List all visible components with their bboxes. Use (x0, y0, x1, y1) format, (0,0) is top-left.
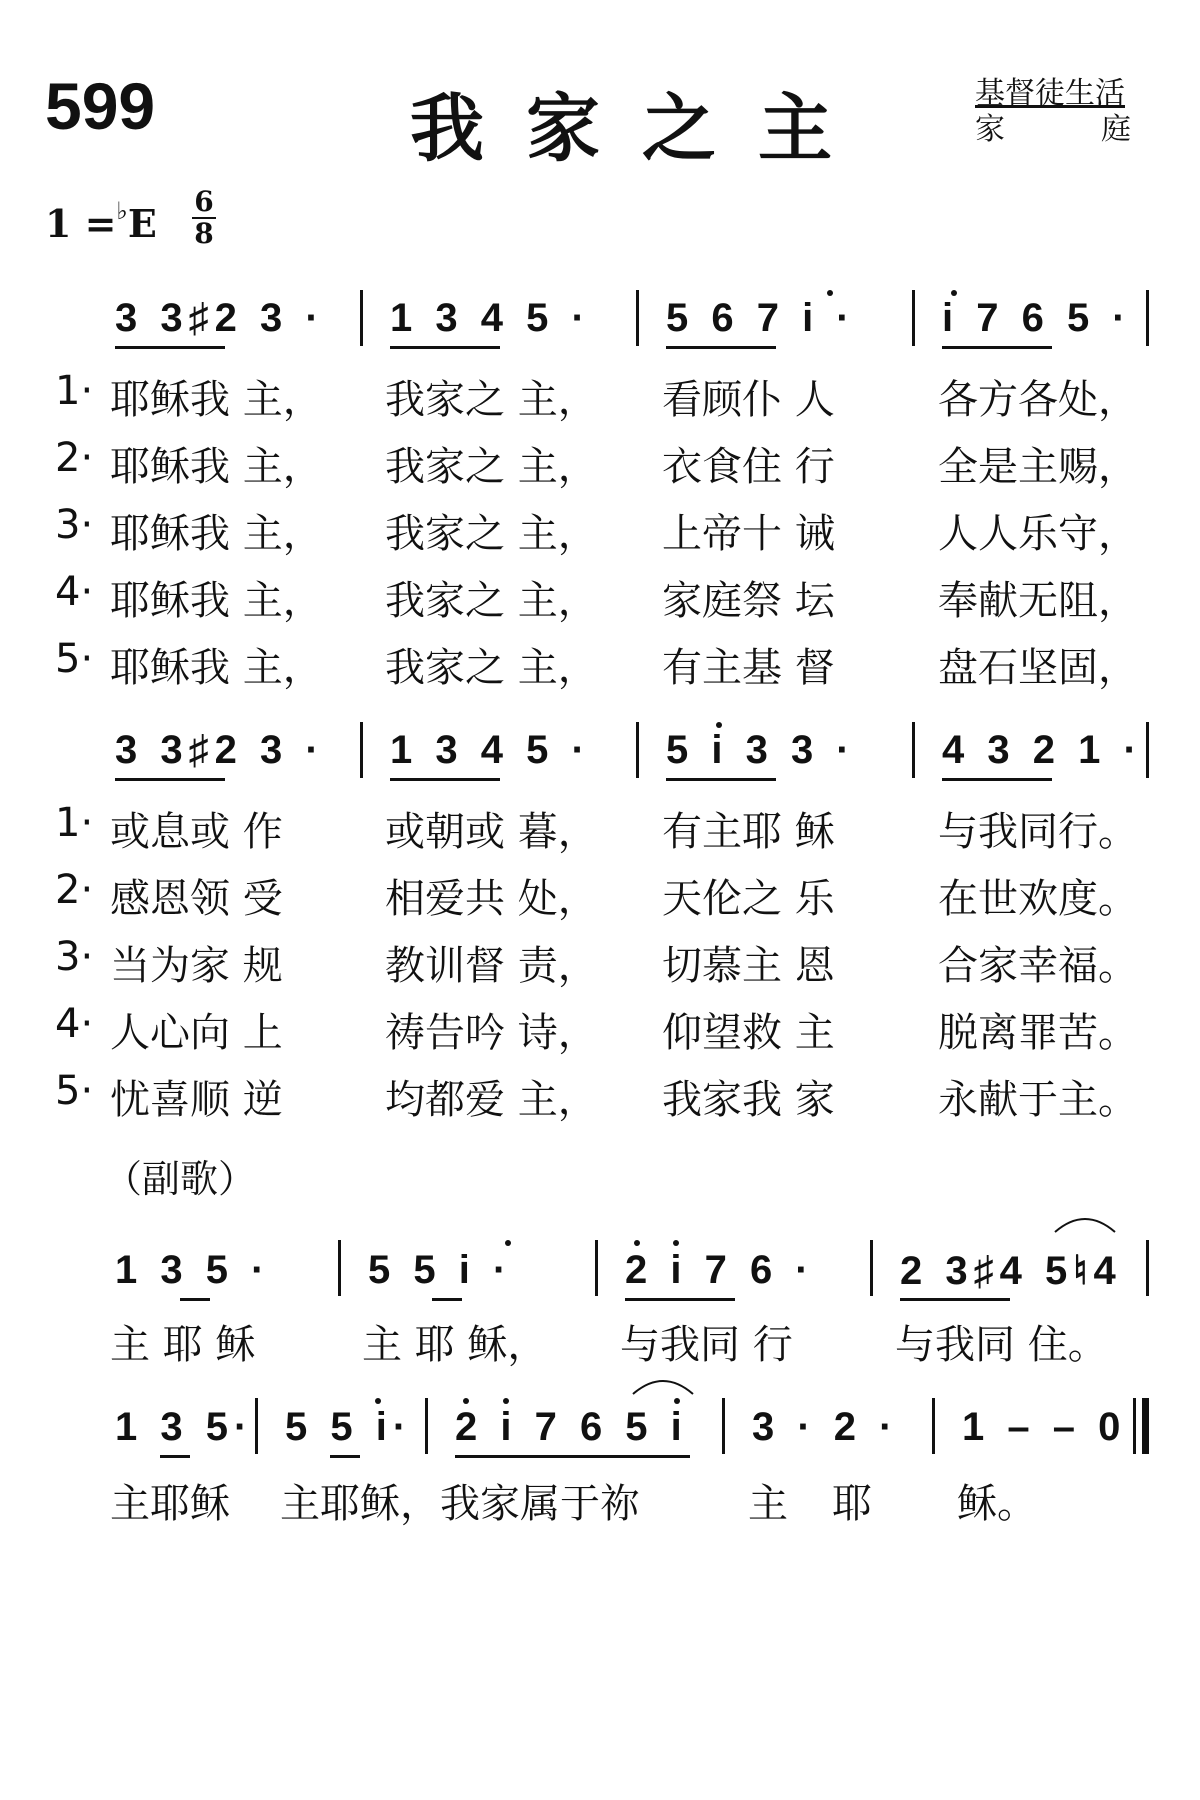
high-dot (463, 1398, 469, 1404)
barline (1146, 290, 1149, 346)
lyric: 我家之 主， (385, 645, 598, 691)
measure: 3 3♯2 3 · (115, 296, 325, 340)
lyric: 或朝或 暮， (385, 809, 598, 855)
beam (160, 1455, 190, 1458)
subcategory-left: 家 (975, 112, 1005, 147)
lyric: 在世欢度。 (938, 876, 1138, 922)
key-prefix: 1 = (45, 201, 117, 246)
lyric: 人人乐守， (938, 511, 1138, 557)
category-label: 基督徒生活 (975, 76, 1125, 111)
lyric: 人心向 上 (110, 1010, 283, 1056)
lyric: 看顾仆 人 (662, 377, 835, 423)
lyric: 各方各处， (938, 377, 1138, 423)
barline (360, 722, 363, 778)
beam (330, 1455, 360, 1458)
final-barline-thin (1133, 1398, 1136, 1454)
measure: 5 5 i· (285, 1405, 413, 1449)
lyric: 耶稣我 主， (110, 645, 323, 691)
beam (115, 778, 225, 781)
verse-number: 2· (55, 867, 94, 913)
barline (1146, 1240, 1149, 1296)
lyric: 主耶稣 (110, 1481, 230, 1527)
barline (870, 1240, 873, 1296)
high-dot (503, 1398, 509, 1404)
measure: 2 3♯4 5♮4 (900, 1249, 1122, 1293)
lyric: 主耶稣，我家属于祢 (280, 1481, 640, 1527)
barline (636, 722, 639, 778)
beam (625, 1298, 735, 1301)
measure: 4 3 2 1 · (942, 728, 1143, 772)
high-dot (505, 1240, 511, 1246)
barline (360, 290, 363, 346)
verse-number: 5· (55, 636, 94, 682)
key-note: E (127, 201, 157, 246)
high-dot (827, 290, 833, 296)
high-dot (674, 1398, 680, 1404)
lyric: 主 耶 稣 (110, 1322, 256, 1368)
measure: 1 3 4 5 · (390, 296, 591, 340)
lyric: 耶稣我 主， (110, 377, 323, 423)
chorus-label: （副歌） (104, 1157, 257, 1201)
final-barline-thick (1142, 1398, 1149, 1454)
measure: 5 i 3 3 · (666, 728, 856, 772)
lyric: 忧喜顺 逆 (110, 1077, 283, 1123)
lyric: 耶稣我 主， (110, 578, 323, 624)
lyric: 上帝十 诫 (662, 511, 835, 557)
beam (942, 346, 1052, 349)
barline (1146, 722, 1149, 778)
lyric: 我家之 主， (385, 578, 598, 624)
lyric: 与我同 住。 (895, 1322, 1108, 1368)
barline (912, 290, 915, 346)
verse-number: 4· (55, 569, 94, 615)
time-bottom: 8 (194, 217, 214, 250)
lyric: 脱离罪苦。 (938, 1010, 1138, 1056)
verse-number: 1· (55, 368, 94, 414)
barline (595, 1240, 598, 1296)
time-top: 6 (194, 185, 214, 218)
lyric: 耶 (832, 1481, 872, 1527)
lyric: 仰望救 主 (662, 1010, 835, 1056)
barline (255, 1398, 258, 1454)
measure: 1 3 5 · (115, 1248, 271, 1292)
lyric: 我家之 主， (385, 377, 598, 423)
barline (338, 1240, 341, 1296)
barline (425, 1398, 428, 1454)
measure: 1 3 4 5 · (390, 728, 591, 772)
lyric: 切慕主 恩 (662, 943, 835, 989)
verse-number: 4· (55, 1001, 94, 1047)
lyric: 祷告吟 诗， (385, 1010, 598, 1056)
key-signature (45, 196, 157, 246)
beam (900, 1298, 1010, 1301)
subcategory-right: 庭 (1101, 112, 1131, 147)
lyric: 耶稣我 主， (110, 511, 323, 557)
lyric: 全是主赐， (938, 444, 1138, 490)
lyric: 合家幸福。 (938, 943, 1138, 989)
lyric: 与我同 行 (620, 1322, 793, 1368)
lyric: 盘石坚固， (938, 645, 1138, 691)
measure: 5 5 i · (368, 1248, 513, 1292)
lyric: 有主耶 稣 (662, 809, 835, 855)
fermata-arc (1050, 1210, 1120, 1234)
measure: i 7 6 5 · (942, 296, 1132, 340)
hymn-number: 599 (45, 69, 156, 143)
high-dot (375, 1398, 381, 1404)
hymn-title: 我家之主 (410, 86, 874, 172)
verse-number: 2· (55, 435, 94, 481)
barline (912, 722, 915, 778)
lyric: 有主基 督 (662, 645, 835, 691)
beam (666, 778, 776, 781)
lyric: 我家我 家 (662, 1077, 835, 1123)
barline (722, 1398, 725, 1454)
verse-number: 3· (55, 502, 94, 548)
beam (390, 346, 500, 349)
measure: 5 6 7 i · (666, 296, 856, 340)
beam (115, 346, 225, 349)
lyric: 天伦之 乐 (662, 876, 835, 922)
slur-arc (628, 1372, 698, 1396)
high-dot (716, 722, 722, 728)
lyric: 稣。 (957, 1481, 1037, 1527)
lyric: 我家之 主， (385, 444, 598, 490)
lyric: 或息或 作 (110, 809, 283, 855)
subcategory-label (975, 104, 1131, 148)
lyric: 教训督 责， (385, 943, 598, 989)
barline (932, 1398, 935, 1454)
beam (432, 1298, 462, 1301)
lyric: 相爱共 处， (385, 876, 598, 922)
verse-number: 5· (55, 1068, 94, 1114)
high-dot (634, 1240, 640, 1246)
lyric: 主 耶 稣， (362, 1322, 548, 1368)
high-dot (951, 290, 957, 296)
lyric: 衣食住 行 (662, 444, 835, 490)
lyric: 主 (748, 1481, 788, 1527)
verse-number: 1· (55, 800, 94, 846)
lyric: 家庭祭 坛 (662, 578, 835, 624)
measure: 1 – – 0 (962, 1405, 1127, 1449)
lyric: 永献于主。 (938, 1077, 1138, 1123)
beam (180, 1298, 210, 1301)
lyric: 我家之 主， (385, 511, 598, 557)
time-signature (192, 185, 216, 250)
beam (666, 346, 776, 349)
beam (390, 778, 500, 781)
lyric: 耶稣我 主， (110, 444, 323, 490)
lyric: 感恩领 受 (110, 876, 283, 922)
lyric: 奉献无阻， (938, 578, 1138, 624)
high-dot (673, 1240, 679, 1246)
measure: 3 · 2 · (752, 1405, 899, 1449)
lyric: 与我同行。 (938, 809, 1138, 855)
verse-number: 3· (55, 934, 94, 980)
beam (942, 778, 1052, 781)
barline (636, 290, 639, 346)
lyric: 当为家 规 (110, 943, 283, 989)
flat-icon: ♭ (116, 196, 128, 225)
measure: 3 3♯2 3 · (115, 728, 325, 772)
beam (455, 1455, 690, 1458)
measure: 2 i 7 6 · (625, 1248, 815, 1292)
measure: 1 3 5· (115, 1405, 254, 1449)
measure: 2 i 7 6 5 i (455, 1405, 688, 1449)
lyric: 均都爱 主， (385, 1077, 598, 1123)
